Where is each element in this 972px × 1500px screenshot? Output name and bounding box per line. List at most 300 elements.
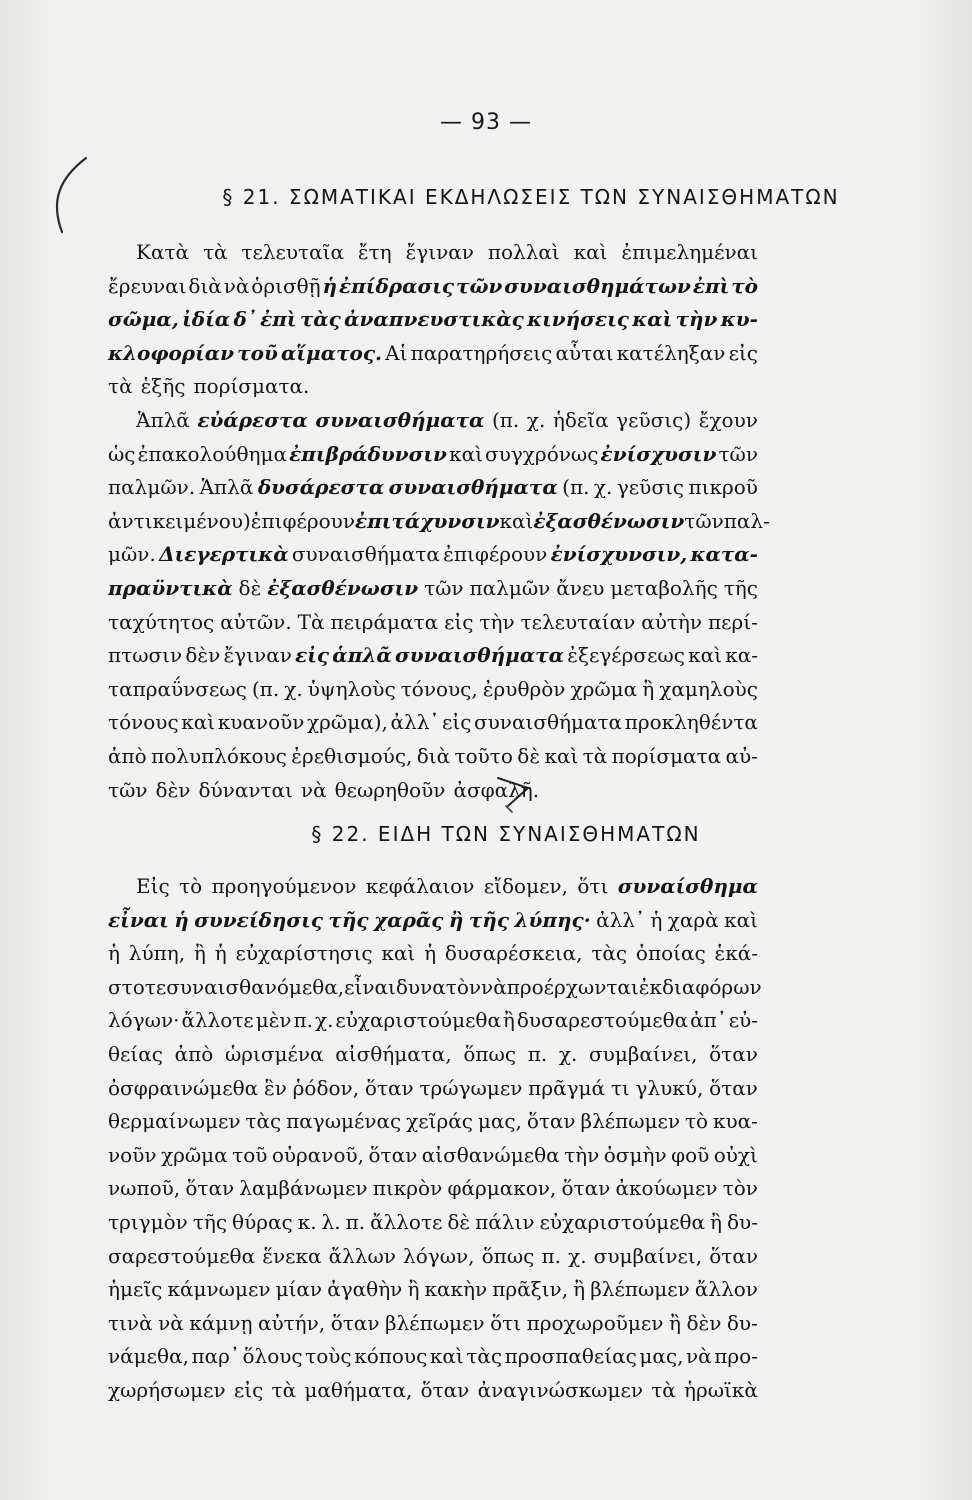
word: κάμνωμεν [167, 1277, 271, 1302]
word: τόνους, [400, 676, 478, 701]
word: Ἁπλᾶ [136, 407, 190, 432]
word: ἀκούωμεν [615, 1176, 718, 1201]
word: εἰς [233, 1377, 264, 1402]
word: ἐρυθρὸν [482, 676, 566, 701]
word: χρῶμα [160, 1142, 228, 1167]
word: ὅταν [709, 1041, 758, 1066]
emphasized-word: αἵματος. [280, 340, 383, 365]
word: ἢ [502, 1008, 515, 1033]
word: νωποῦ, [108, 1176, 181, 1201]
emphasized-word: συνείδησις [194, 907, 323, 932]
word: ὅτι [490, 1310, 522, 1335]
word: συμβαίνει, [589, 1041, 698, 1066]
word: καὶ [181, 710, 216, 735]
word: ἄλλων [328, 1243, 396, 1268]
word: τὸν [722, 1176, 758, 1201]
word: χ. [568, 1243, 587, 1268]
word: πτωσιν [108, 643, 183, 668]
word: περί- [708, 609, 758, 634]
word: πικρὸν [372, 1176, 443, 1201]
text-line [108, 438, 758, 472]
emphasized-word: εὐάρεστα [197, 407, 308, 432]
emphasized-word: συναισθήματα [315, 407, 485, 432]
text-line [108, 1038, 758, 1072]
text-line [108, 1105, 758, 1139]
text-line [108, 370, 758, 404]
word: τὴν [479, 609, 515, 634]
text-line [108, 1273, 758, 1307]
word: ταπραΰνσεως [108, 676, 247, 701]
word: ὅταν [709, 1243, 758, 1268]
word: ὅτι [577, 874, 609, 898]
word: τι [610, 1075, 630, 1100]
word: ἡρωϊκὰ [684, 1377, 758, 1402]
emphasized-word: ἀναπνευστικὰς [344, 307, 524, 332]
word: τὰς [245, 1109, 282, 1134]
word: συμβαίνει, [593, 1243, 703, 1268]
word: ἢ [642, 676, 655, 701]
word: σαρεστούμεθα [108, 1243, 256, 1268]
word: χρῶμα), [307, 710, 388, 735]
word: Αἱ [385, 340, 408, 365]
emphasized-word: λύπης· [514, 907, 591, 932]
word: δὲν [185, 643, 221, 668]
word: βλέπωμεν [385, 1310, 485, 1335]
word: πρᾶξιν, [492, 1277, 569, 1302]
emphasized-word: κυ- [720, 307, 758, 332]
word: τῶν [718, 441, 758, 466]
word: ἢ [407, 1277, 420, 1302]
word: πάλιν [475, 1209, 535, 1234]
word: κατέληξαν [616, 340, 726, 365]
word: προ- [714, 1344, 758, 1369]
word: τινὰ [108, 1310, 153, 1335]
word: χρῶμα [570, 676, 638, 701]
emphasized-word: ἁπλᾶ [332, 643, 392, 668]
word: λ. [321, 1209, 341, 1234]
word: χ. [558, 1041, 578, 1066]
word: αὐτῶν. [220, 609, 292, 634]
word: δυσαρεστούμεθα [516, 1008, 689, 1033]
word: πικροῦ [688, 475, 758, 500]
word: ἄλλον [694, 1277, 758, 1302]
emphasized-word: ἰδία [182, 307, 231, 332]
text-line [108, 572, 758, 606]
word: ὀσφραινώμεθα [108, 1075, 259, 1100]
word: ἔτη [357, 240, 392, 264]
word: κακὴν [424, 1277, 488, 1302]
word: φοῦ [671, 1142, 710, 1167]
emphasized-word: ἐξασθένωσιν [533, 508, 685, 533]
emphasized-word: τὰς [299, 307, 341, 332]
word: δυσαρέσκεια, [444, 941, 583, 966]
word: ἡ [650, 907, 663, 932]
word: ἔγιναν [405, 240, 474, 264]
word: ἀπὸ [108, 743, 147, 768]
word: Εἰς [136, 874, 170, 898]
word: εὐχαρίστησις [235, 941, 373, 966]
word: ὅταν [330, 1310, 380, 1335]
word: ἑξῆς [140, 374, 186, 399]
word: παλμῶν [469, 575, 551, 600]
word: π. [527, 1041, 548, 1066]
word: (π. [251, 676, 280, 701]
text-line [108, 639, 758, 673]
word: Τὰ [297, 609, 325, 634]
word: μας, [477, 1109, 522, 1134]
emphasized-word: ἐπὶ [260, 307, 297, 332]
word: π. [541, 1243, 561, 1268]
emphasized-word: ἡ [322, 273, 338, 298]
word: δυ- [727, 1209, 758, 1234]
emphasized-word: ἐξασθένωσιν [267, 575, 419, 600]
word: συναισθήματα [291, 542, 440, 567]
word: πειράματα [330, 609, 439, 634]
word: νοῦν [108, 1142, 157, 1167]
word: θύρας [232, 1209, 293, 1234]
word: ἕνεκα [262, 1243, 322, 1268]
word: μῶν. [108, 542, 156, 567]
word: χ. [284, 676, 303, 701]
word: λόγων, [403, 1243, 475, 1268]
word: ἐπιφέρουν [443, 542, 548, 567]
word: κόπους [354, 1344, 428, 1369]
word: ὡρισμένα [224, 1041, 324, 1066]
word: παρ᾽ [191, 1344, 240, 1369]
word: τοῦτο [454, 743, 513, 768]
word: χ. [526, 407, 546, 432]
word: πολυπλόκους [151, 743, 287, 768]
word: γλυκύ, [635, 1075, 704, 1100]
word: δὲ [517, 743, 541, 768]
emphasized-word: κλοφορίαν [108, 340, 235, 365]
word: παλ- [723, 508, 770, 533]
word: ὅταν [364, 1075, 414, 1100]
word: γεῦσις) [616, 407, 692, 432]
text-line [108, 606, 758, 640]
word: ἡ [108, 941, 120, 966]
text-line [108, 774, 758, 808]
word: εἰς [441, 710, 472, 735]
word: λόγων· [108, 1008, 180, 1033]
word: καὶ [724, 907, 758, 932]
emphasized-word: τῶν [456, 273, 503, 298]
word: αὐτήν, [257, 1310, 326, 1335]
word: εὐ- [728, 1008, 758, 1033]
text-line [108, 1240, 758, 1274]
word: ἀπ᾽ [690, 1008, 727, 1033]
emphasized-word: τῆς [328, 907, 369, 932]
word: παγωμένας [286, 1109, 402, 1134]
word: νὰ [300, 777, 327, 802]
word: διὰ [188, 273, 222, 298]
emphasized-word: πραϋντικὰ [108, 575, 233, 600]
word: ὁρισθῇ [251, 273, 321, 298]
word: προέρχωνται [506, 974, 639, 999]
word: τρώγωμεν [419, 1075, 523, 1100]
word: παλμῶν. [108, 475, 196, 500]
word: τῆς [192, 1209, 228, 1234]
word: ἢ [710, 1209, 723, 1234]
emphasized-word: τῆς [468, 907, 510, 932]
word: τὰς [591, 941, 628, 966]
emphasized-word: ἐπίδρασις [338, 273, 455, 298]
page-number: — 93 — [440, 110, 532, 135]
text-line [108, 471, 758, 505]
word: τὰ [651, 1377, 676, 1402]
text-line [108, 706, 758, 740]
text-line [108, 971, 762, 1005]
word: τὰς [466, 1344, 503, 1369]
word: ὅταν [561, 1176, 611, 1201]
word: ἐπιφέρουν [250, 508, 355, 533]
word: καὶ [688, 643, 723, 668]
emphasized-word: κινήσεις [527, 307, 629, 332]
emphasized-word: καὶ [632, 307, 673, 332]
word: νὰ [158, 1310, 184, 1335]
word: τὰ [108, 374, 133, 399]
word: διὰ [416, 743, 451, 768]
word: τελευταίαν [520, 609, 636, 634]
word: π. [293, 1008, 314, 1033]
word: χωρήσωμεν [108, 1377, 226, 1402]
emphasized-word: δυσάρεστα [257, 475, 385, 500]
word: μὲν [255, 1008, 292, 1033]
word: προσπαθείας [504, 1344, 637, 1369]
word: ἔχουν [698, 407, 758, 432]
word: οὐχὶ [713, 1142, 758, 1167]
word: βλέπωμεν [580, 1109, 681, 1134]
word: προηγούμενον [211, 874, 357, 898]
word: ἢ [668, 1310, 681, 1335]
emphasized-word: συναισθήματα [388, 475, 558, 500]
word: τῆς [723, 575, 758, 600]
word: ἀγαθὴν [327, 1277, 403, 1302]
text-line [108, 303, 758, 337]
word: εἰς [444, 609, 474, 634]
word: δυ- [726, 1310, 758, 1335]
word: δὲν [686, 1310, 722, 1335]
word: αἰσθανώμεθα [421, 1142, 560, 1167]
section-21-heading: § 21. ΣΩΜΑΤΙΚΑΙ ΕΚΔΗΛΩΣΕΙΣ ΤΩΝ ΣΥΝΑΙΣΘΗΜΑΤΩΝ [222, 185, 840, 209]
word: γεῦσις [616, 475, 685, 500]
word: ἐκ [638, 974, 662, 999]
word: κυανοῦν [217, 710, 305, 735]
word: ἄλλοτε [370, 1209, 443, 1234]
emphasized-word: συναισθήματα [394, 643, 565, 668]
word: ὅταν [185, 1176, 235, 1201]
word: τελευταῖα [241, 240, 344, 264]
word: Ἁπλᾶ [199, 475, 254, 500]
text-line [108, 1004, 758, 1038]
word: νὰ [223, 273, 250, 298]
word: θερμαίνωμεν [108, 1109, 241, 1134]
word: εὐχαριστούμεθα [335, 1008, 501, 1033]
word: χ. [314, 1008, 334, 1033]
text-line [108, 673, 758, 707]
emphasized-word: ἐπιτάχυνσιν [355, 508, 500, 533]
word: λαμβάνωμεν [239, 1176, 368, 1201]
text-line [108, 404, 758, 438]
word: νὰ [481, 974, 507, 999]
section-22-body [108, 870, 762, 1408]
word: στοτε [108, 974, 167, 999]
text-line [108, 1072, 758, 1106]
word: εἶναι [344, 974, 396, 999]
word: τῶν [684, 508, 724, 533]
emphasized-word: εἶναι [108, 907, 169, 932]
word: τὸ [179, 874, 203, 898]
text-line [108, 270, 758, 304]
word: συναισθανόμεθα, [166, 974, 345, 999]
text-line [108, 904, 758, 938]
word: ὅταν [709, 1075, 758, 1100]
emphasized-word: ἐνίσχυνσιν, [550, 542, 688, 567]
word: διαφόρων [662, 974, 762, 999]
word: οὐρανοῦ, [271, 1142, 365, 1167]
word: ὁποίας [635, 941, 706, 966]
word: πολλαὶ [487, 240, 560, 264]
word: συναισθήματα [474, 710, 623, 735]
word: καὶ [499, 508, 534, 533]
word: ἄνευ [556, 575, 605, 600]
word: ἡδεῖα [552, 407, 609, 432]
emphasized-word: Διεγερτικὰ [159, 542, 289, 567]
word: βλέπωμεν [590, 1277, 690, 1302]
word: αὐτὴν [641, 609, 703, 634]
emphasized-word: ἡ [174, 907, 189, 932]
word: ἀντικειμένου) [108, 508, 251, 533]
word: νὰ [686, 1344, 712, 1369]
word: μαθήματα, [304, 1377, 413, 1402]
word: ἓν [263, 1075, 287, 1100]
emphasized-word: τὸ [731, 273, 758, 298]
word: αὗται [555, 340, 614, 365]
word: τὰ [271, 1377, 297, 1402]
word: μας, [639, 1344, 684, 1369]
text-line [108, 337, 758, 371]
word: λύπη, [128, 941, 186, 966]
word: προκληθέντα [624, 710, 758, 735]
word: Κατὰ [136, 240, 190, 264]
word: ἡ [424, 941, 437, 966]
emphasized-word: ἐπιβράδυνσιν [289, 441, 447, 466]
word: αὐ- [725, 743, 758, 768]
word: ἀλλ᾽ [596, 907, 645, 932]
word: ἀσφαλῆ. [453, 777, 540, 802]
emphasized-word: δ᾽ [233, 307, 257, 332]
emphasized-word: συναίσθημα [617, 874, 758, 898]
word: πορίσματα. [193, 374, 310, 399]
word: κα- [725, 643, 758, 668]
word: ἢ [573, 1277, 586, 1302]
emphasized-word: τοῦ [237, 340, 278, 365]
text-line [108, 1307, 758, 1341]
word: πορίσματα [611, 743, 722, 768]
word: καὶ [429, 1344, 464, 1369]
word: ταχύτητος [108, 609, 215, 634]
word: τὴν [564, 1142, 600, 1167]
emphasized-word: ἐπὶ [692, 273, 730, 298]
word: ὅταν [420, 1377, 470, 1402]
text-line [108, 505, 770, 539]
word: δὲ [447, 1209, 471, 1234]
word: ἐρεθισμούς, [291, 743, 413, 768]
word: κεφάλαιον [365, 874, 475, 898]
word: δὲ [238, 575, 262, 600]
word: κυα- [713, 1109, 758, 1134]
word: φάρμακον, [447, 1176, 557, 1201]
text-line [108, 740, 758, 774]
word: ἐπιμελημέναι [621, 240, 758, 264]
word: ὅπως [481, 1243, 535, 1268]
text-line [108, 870, 758, 904]
word: ἢ [193, 941, 206, 966]
word: κ. [297, 1209, 317, 1234]
text-line [108, 1374, 758, 1408]
word: ὡς [108, 441, 136, 466]
word: καὶ [573, 240, 608, 264]
word: ὅταν [368, 1142, 418, 1167]
word: αἰσθήματα, [335, 1041, 452, 1066]
word: προχωροῦμεν [526, 1310, 664, 1335]
word: καὶ [449, 441, 483, 466]
word: κάμνῃ [189, 1310, 253, 1335]
word: ὅλους [242, 1344, 303, 1369]
section-22-heading: § 22. ΕΙΔΗ ΤΩΝ ΣΥΝΑΙΣΘΗΜΑΤΩΝ [311, 822, 701, 846]
word: τόνους [108, 710, 179, 735]
text-line [108, 1139, 758, 1173]
word: χεῖράς [406, 1109, 473, 1134]
word: εἰς [728, 340, 758, 365]
emphasized-word: ἢ [448, 907, 464, 932]
section-21-body [108, 236, 770, 807]
word: τοὺς [305, 1344, 352, 1369]
word: συγχρόνως [485, 441, 599, 466]
word: τῶν [108, 777, 148, 802]
word: θεωρηθοῦν [334, 777, 446, 802]
word: ὅταν [526, 1109, 576, 1134]
word: τριγμὸν [108, 1209, 188, 1234]
word: ῥόδον, [292, 1075, 360, 1100]
word: (π. [562, 475, 590, 500]
word: ἐξεγέρσεως [567, 643, 685, 668]
word: χαρὰ [667, 907, 719, 932]
word: θείας [108, 1041, 163, 1066]
word: ὑψηλοὺς [307, 676, 396, 701]
word: ἑκά- [714, 941, 758, 966]
word: τῶν [424, 575, 464, 600]
word: π. [345, 1209, 366, 1234]
word: μίαν [275, 1277, 323, 1302]
word: ἀπὸ [174, 1041, 214, 1066]
word: καὶ [544, 743, 579, 768]
word: ἀναγινώσκωμεν [477, 1377, 643, 1402]
word: δυνατὸν [395, 974, 482, 999]
word: ἄλλοτε [181, 1008, 254, 1033]
word: τοῦ [232, 1142, 268, 1167]
emphasized-word: κατα- [690, 542, 758, 567]
word: τὰ [202, 240, 228, 264]
word: τὸ [684, 1109, 709, 1134]
text-line [108, 538, 758, 572]
word: ἐπακολούθημα [137, 441, 287, 466]
word: δύνανται [198, 777, 293, 802]
text-line [108, 1340, 758, 1374]
word: εἴδομεν, [483, 874, 568, 898]
emphasized-word: σῶμα, [108, 307, 179, 332]
word: νάμεθα, [108, 1344, 189, 1369]
